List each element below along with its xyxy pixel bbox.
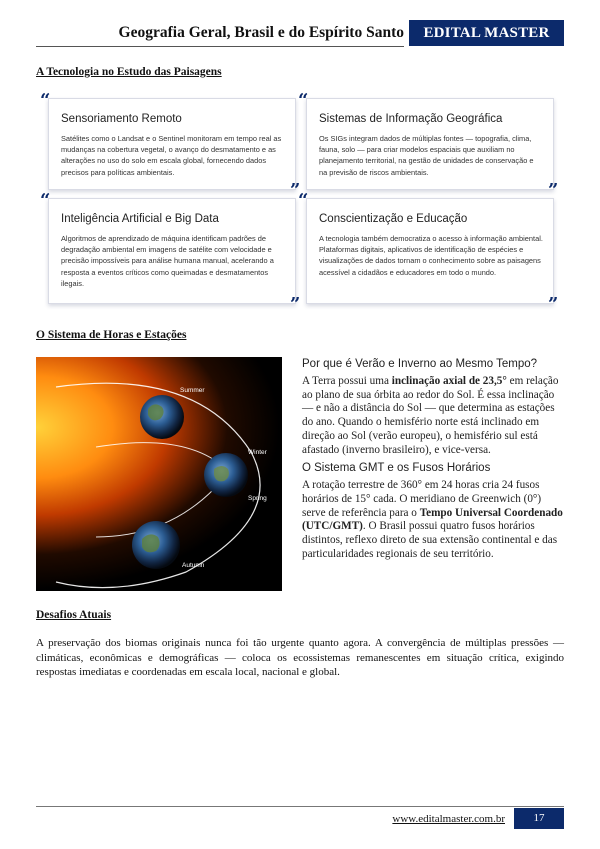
card-text: Os SIGs integram dados de múltiplas fontes — topografia, clima, fauna, solo — para criar modelos espaciais que auxiliam no planejamento territorial, na gestão de unidades de conservação e na previsão de riscos ambientais. <box>319 134 534 177</box>
header-title: Geografia Geral, Brasil e do Espírito Santo <box>118 24 404 41</box>
season-label-spring: Spring <box>248 495 267 502</box>
seasons-illustration <box>36 357 282 591</box>
brand-badge: EDITAL MASTER <box>409 20 564 46</box>
earth-land <box>142 534 160 552</box>
close-quote-icon: ” <box>548 180 559 201</box>
open-quote-icon: “ <box>40 190 51 211</box>
footer-url-link[interactable]: www.editalmaster.com.br <box>392 813 505 825</box>
season-label-summer: Summer <box>180 387 205 394</box>
close-quote-icon: ” <box>290 294 301 315</box>
open-quote-icon: “ <box>298 190 309 211</box>
card-heading: Sensoriamento Remoto <box>61 113 182 125</box>
desafios-paragraph: A preservação dos biomas originais nunca foi tão urgente quanto agora. A convergência de múltiplas pressões — climáticas, econômicas e demográficas — coloca os ecossistemas remanescentes em situação crítica, exigindo respostas imediatas e coordenadas em escala local, nacional e global. <box>36 637 564 679</box>
card-heading: Sistemas de Informação Geográfica <box>319 113 503 125</box>
q1-text: A Terra possui uma <box>302 375 392 387</box>
orbit-diagram <box>36 357 282 591</box>
card-text: Satélites como o Landsat e o Sentinel monitoram em tempo real as mudanças na cobertura vegetal, o avanço do desmatamento e as alterações no uso do solo em escala global, fornecendo dados precisos para políticas ambientais. <box>61 134 282 177</box>
card-text: Algoritmos de aprendizado de máquina identificam padrões de degradação ambiental em imagens de satélite com velocidade e precisão impossíveis para análise humana manual, acelerando a resposta a eventos críticos como queimadas e desmatamentos ilegais. <box>61 234 274 288</box>
footer-divider <box>36 806 564 807</box>
q1-emphasis: inclinação axial de 23,5° <box>391 375 507 387</box>
header-divider <box>36 46 404 47</box>
seasons-explanation <box>302 357 564 561</box>
card-ia-bigdata <box>48 198 296 304</box>
q2-emphasis: Tempo Universal Coordenado (UTC/GMT) <box>302 506 563 533</box>
card-sensoriamento <box>48 98 296 190</box>
card-text: A tecnologia também democratiza o acesso à informação ambiental. Plataformas digitais, aplicativos de identificação de espécies e visualizações de dados tornam o conhecimento sobre as paisagens acessível a cidadãos e educadores em todo o mundo. <box>319 234 543 277</box>
page-header <box>36 20 564 48</box>
open-quote-icon: “ <box>298 90 309 111</box>
season-label-autumn: Autumn <box>182 562 205 569</box>
card-conscientizacao <box>306 198 554 304</box>
close-quote-icon: ” <box>548 294 559 315</box>
q2-paragraph <box>302 479 564 561</box>
close-quote-icon: ” <box>290 180 301 201</box>
q1-heading: Por que é Verão e Inverno ao Mesmo Tempo? <box>302 358 538 370</box>
section-title-tecnologia: A Tecnologia no Estudo das Paisagens <box>36 66 222 78</box>
card-heading: Inteligência Artificial e Big Data <box>61 213 219 225</box>
season-label-winter: Winter <box>248 449 267 456</box>
q2-text: . O Brasil possui quatro fusos horários distintos, reflexo direto de sua extensão continental e das particularidades regionais de seu território. <box>302 520 558 560</box>
earth-summer <box>140 395 184 439</box>
open-quote-icon: “ <box>40 90 51 111</box>
section-title-desafios: Desafios Atuais <box>36 609 112 621</box>
q2-heading: O Sistema GMT e os Fusos Horários <box>302 462 491 475</box>
q1-text: em relação ao plano de sua órbita ao redor do Sol. É essa inclinação — e não a distância do Sol — que determina as estações do ano. Quando o hemisfério norte está inclinado em direção ao Sol (verão europeu), o hemisfério sul está afastado (inverno brasileiro), e vice-versa. <box>302 375 559 456</box>
page-number: 17 <box>514 808 564 829</box>
card-heading: Conscientização e Educação <box>319 213 468 225</box>
q2-text: A rotação terrestre de 360° em 24 horas cria 24 fusos horários de 15° cada. O meridiano de Greenwich (0°) serve de referência para o <box>302 479 542 519</box>
q1-paragraph <box>302 375 564 457</box>
section-title-horas-estacoes: O Sistema de Horas e Estações <box>36 329 187 341</box>
card-sig <box>306 98 554 190</box>
